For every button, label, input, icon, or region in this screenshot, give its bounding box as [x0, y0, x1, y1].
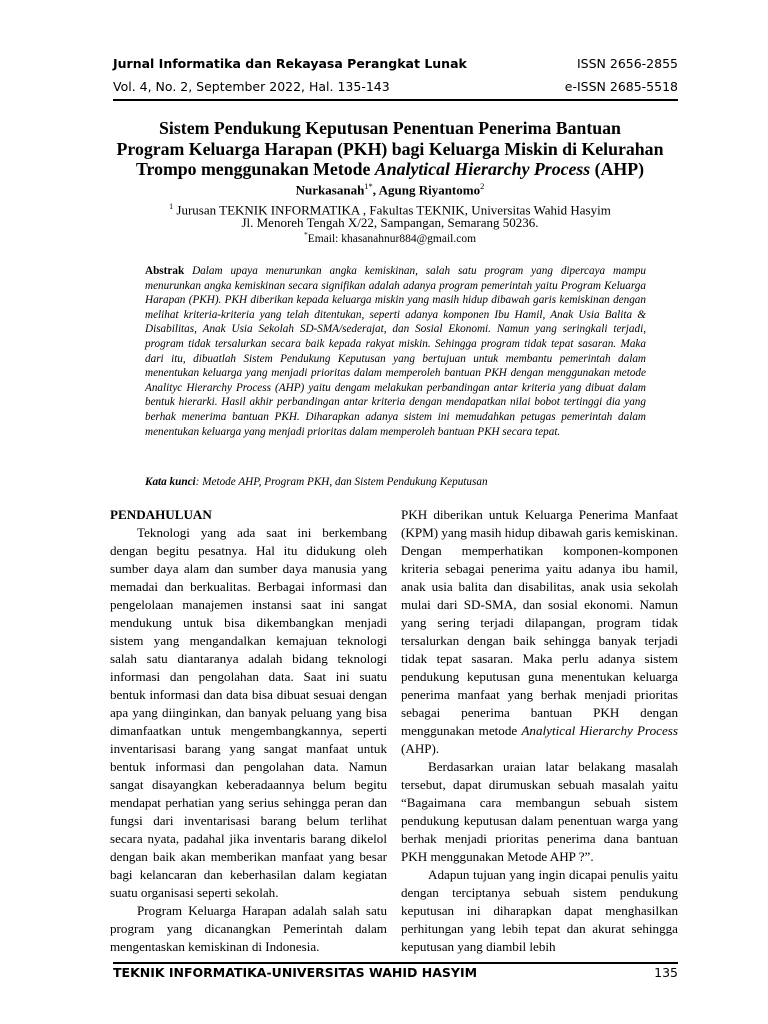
author-list: [100, 181, 680, 198]
page-number: 135: [654, 965, 678, 980]
abstract-label: Abstrak: [145, 265, 185, 277]
title-line-3-text: Trompo menggunakan Metode: [135, 159, 375, 179]
email-text: Email: khasanahnur884@gmail.com: [307, 232, 477, 245]
author-separator: ,: [372, 182, 379, 198]
journal-name: Jurnal Informatika dan Rekayasa Perangkat Lunak: [113, 56, 467, 71]
paragraph: Berdasarkan uraian latar belakang masalah tersebut, dapat dirumuskan sebuah masalah yaitu “Bagaimana cara membangun sebuah sistem pendukung keputusan dalam penentuan warga yang berhak menjadi prioritas penerima dana bantuan PKH menggunakan Metode AHP ?”.: [401, 759, 678, 864]
body-right-column: [401, 506, 678, 956]
issn: ISSN 2656-2855: [576, 56, 678, 71]
paragraph: [401, 506, 678, 758]
method-name: Analytical Hierarchy Process: [521, 723, 678, 738]
paragraph: Adapun tujuan yang ingin dicapai penulis yaitu dengan terciptanya sebuah sistem pendukung keputusan ini diharapkan dapat menghasilkan perhitungan yang lebih tepat dan akurat sehingga keputusan yang diambil lebih: [401, 867, 678, 954]
paragraph-text: PKH diberikan untuk Keluarga Penerima Manfaat (KPM) yang masih hidup dibawah garis kemiskinan. Dengan memperhatikan komponen-komponen kriteria sebagai penerima yaitu adanya ibu hamil, anak usia balita dan disabilitas, anak usia sekolah mulai dari SD-SMA, dan sosial ekonomi. Namun yang sering terjadi dilapangan, program tidak tersalurkan dengan baik sehingga banyak terjadi tidak tepat sasaran. Maka perlu adanya sistem pendukung keputusan guna menentukan keluarga penerima manfaat yang berhak menjadi prioritas sebagai penerima bantuan PKH dengan menggunakan metode: [401, 507, 678, 738]
abstract-text: Dalam upaya menurunkan angka kemiskinan, salah satu program yang dipercaya mampu menurunkan angka kemiskinan secara signifikan adalah adanya program pemerintah yaitu Program Keluarga Harapan (PKH). PKH diberikan kepada keluarga miskin yang masih hidup dibawah garis kemiskinan dengan melihat kriteria-kriteria yang telah ditentukan, seperti adanya komponen Ibu Hamil, Anak Usia Balita & Disabilitas, Anak Usia Sekolah SD-SMA/sederajat, dan Sosial Ekonomi. Namun yang seringkali terjadi, program tidak tersalurkan secara baik kepada rakyat miskin. Sehingga program tidak tepat sasaran. Maka dari itu, dibuatlah Sistem Pendukung Keputusan yang bertujuan untuk membantu pemerintah dalam menentukan keluarga yang menjadi prioritas dalam memperoleh bantuan PKH dengan menggunakan metode Analityc Hierarchy Process (AHP) yaitu dengam melakukan perbandingan antar kriteria yang dibuat dalam bentuk hierarki. Hasil akhir perbandingan antar kriteria dengan mendapatkan nilai bobot tertinggi dia yang berhak menerima bantuan PKH. Diharapkan adanya sistem ini memudahkan petugas pemerintah dalam menentukan keluarga yang menjadi prioritas dalam memperoleh bantuan PKH secara tepat.: [145, 265, 646, 438]
header-rule: [113, 99, 678, 101]
keywords-label: Kata kunci: [145, 476, 196, 488]
running-footer: [113, 965, 678, 980]
keywords: [145, 476, 646, 488]
keywords-text: : Metode AHP, Program PKH, dan Sistem Pendukung Keputusan: [195, 476, 488, 488]
body-left-column: [110, 506, 387, 956]
section-heading-introduction: PENDAHULUAN: [110, 507, 212, 522]
running-header-top: [113, 56, 678, 71]
author-1: Nurkasanah: [295, 182, 365, 198]
footer-institution: TEKNIK INFORMATIKA-UNIVERSITAS WAHID HASYIM: [113, 965, 478, 980]
title-line-3: [100, 159, 680, 180]
paragraph-text-end: (AHP).: [401, 741, 440, 756]
author-1-marker: 1*: [364, 181, 373, 191]
paragraph: Teknologi yang ada saat ini berkembang dengan begitu pesatnya. Hal itu didukung oleh sumber daya alam dan sumber daya manusia yang memadai dan berkualitas. Berbagai informasi dan pengelolaan manajemen instansi saat ini sangat mendukung untuk bisa dikembangkan menjadi sistem yang mengandalkan kemajuan teknologi salah satu diantaranya adalah bidang teknologi informasi dan pengolahan data. Saat ini suatu bentuk informasi dan data bisa dibuat sesuai dengan apa yang diinginkan, dan banyak peluang yang bisa dimanfaatkan untuk mengembangkannya, seperti inventarisasi barang yang sangat manfaat untuk bentuk informasi dan pengolahan data. Namun sangat disayangkan keberadaannya belum begitu mendapat perhatian yang serius sehingga peran dan fungsi dari inventarisasi barang belum terlihat secara nyata, padahal jika inventaris barang dikelol dengan baik akan memberikan manfaat yang besar bagi kelancaran dan keberhasilan dalam kegiatan suatu organisasi seperti sekolah.: [110, 525, 387, 900]
running-header-bottom: [113, 79, 678, 94]
volume-info: Vol. 4, No. 2, September 2022, Hal. 135-143: [113, 79, 390, 94]
paper-title: [100, 118, 680, 180]
affiliation-department: Jurusan TEKNIK INFORMATIKA , Fakultas TEKNIK, Universitas Wahid Hasyim: [173, 202, 611, 218]
title-line-3-suffix: (AHP): [590, 159, 645, 179]
author-2-marker: 2: [480, 181, 485, 191]
title-line-1: Sistem Pendukung Keputusan Penentuan Penerima Bantuan: [159, 118, 621, 138]
title-method-name: Analytical Hierarchy Process: [374, 159, 591, 179]
affiliation-marker: 1: [169, 202, 174, 211]
eissn: e-ISSN 2685-5518: [564, 79, 678, 94]
corresponding-email: [100, 230, 680, 245]
email-marker: *: [303, 230, 308, 239]
abstract: [145, 264, 646, 439]
footer-rule: [113, 962, 678, 964]
affiliation-address: Jl. Menoreh Tengah X/22, Sampangan, Semarang 50236.: [241, 215, 539, 230]
paragraph: Program Keluarga Harapan adalah salah satu program yang dicanangkan Pemerintah dalam mengentaskan kemiskinan di Indonesia.: [110, 903, 387, 954]
author-2: Agung Riyantomo: [378, 182, 481, 198]
title-line-2: Program Keluarga Harapan (PKH) bagi Keluarga Miskin di Kelurahan: [116, 138, 664, 159]
